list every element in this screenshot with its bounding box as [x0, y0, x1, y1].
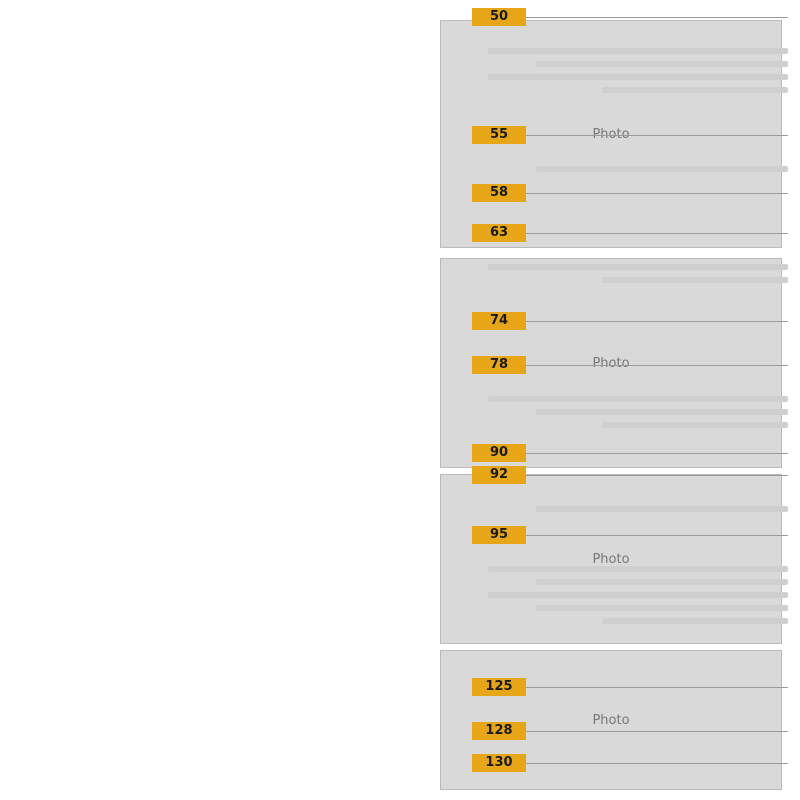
page-number: 58: [472, 184, 526, 202]
toc-entry: [348, 678, 788, 722]
toc-entry: [348, 722, 788, 754]
page-number: 78: [472, 356, 526, 374]
toc-entry: [348, 8, 788, 126]
page-number: 90: [472, 444, 526, 462]
page-number: 63: [472, 224, 526, 242]
toc-entry: [348, 754, 788, 794]
page-number: 92: [472, 466, 526, 484]
toc-entry: [348, 224, 788, 312]
page-number: 55: [472, 126, 526, 144]
page-number: 50: [472, 8, 526, 26]
photo-4: Photo: [440, 650, 782, 790]
page-number: 74: [472, 312, 526, 330]
entry-body: [488, 48, 788, 100]
toc-entry: [348, 466, 788, 526]
page-number: 128: [472, 722, 526, 740]
entry-body: [488, 264, 788, 290]
entry-body: [488, 396, 788, 435]
entry-body: [488, 506, 788, 519]
toc-entry: [348, 526, 788, 678]
page-number: 130: [472, 754, 526, 772]
entry-body: [488, 566, 788, 631]
toc-entry: [348, 126, 788, 184]
page-number: 95: [472, 526, 526, 544]
photo-1: Photo: [440, 20, 782, 248]
toc-entry: [348, 312, 788, 356]
toc-entry: [348, 356, 788, 444]
entry-body: [488, 166, 788, 179]
toc-entry: [348, 184, 788, 224]
photo-2: Photo: [440, 258, 782, 468]
page-number: 125: [472, 678, 526, 696]
toc-entry: [348, 444, 788, 466]
photo-3: Photo: [440, 474, 782, 644]
